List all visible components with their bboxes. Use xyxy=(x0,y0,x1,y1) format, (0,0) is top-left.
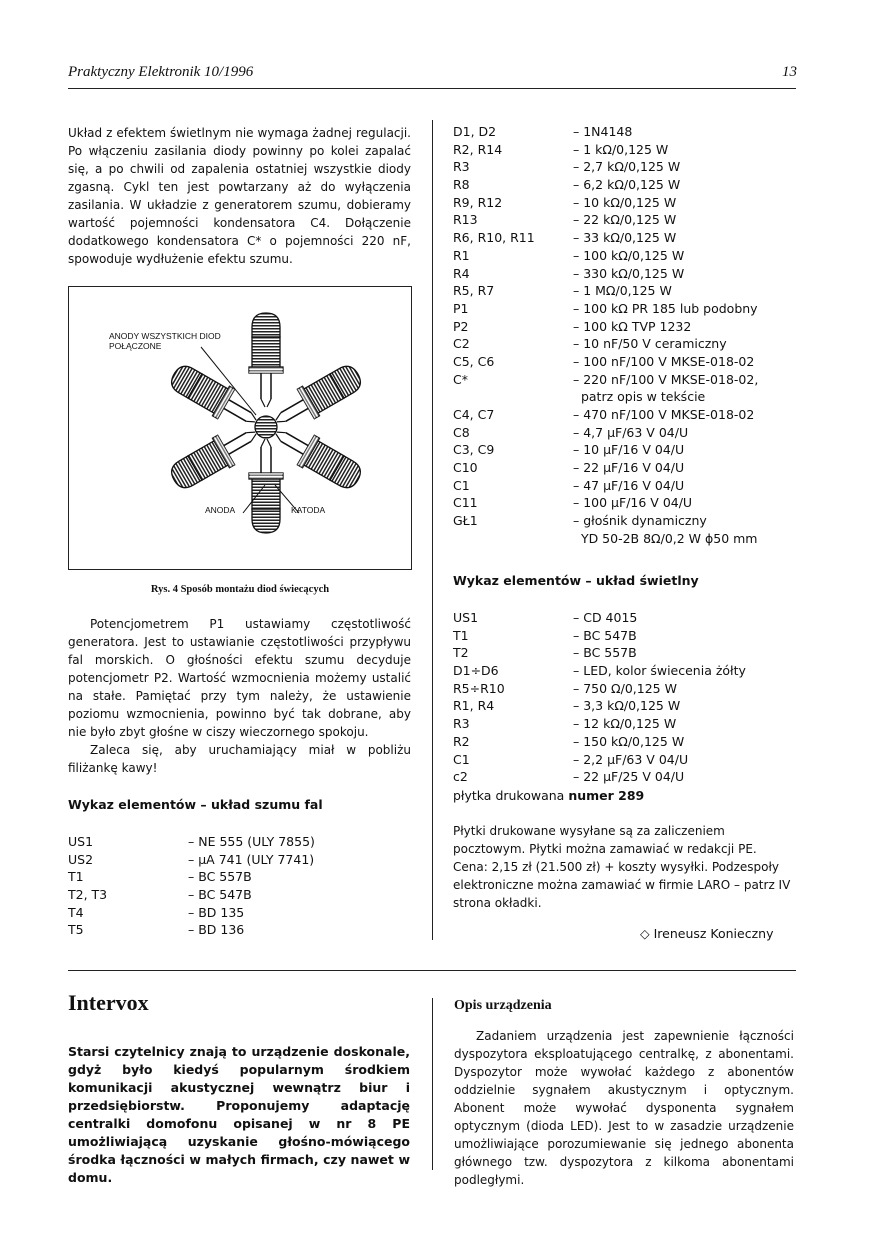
part-ref: R6, R10, R11 xyxy=(453,230,535,246)
part-value: – 22 µF/16 V 04/U xyxy=(573,460,685,476)
label-common-anodes: ANODY WSZYSTKICH DIOD POŁĄCZONE xyxy=(109,331,221,351)
part-ref: P1 xyxy=(453,300,469,316)
part-ref: R5÷R10 xyxy=(453,680,505,696)
intro-paragraph xyxy=(68,124,411,268)
part-ref: US1 xyxy=(453,610,479,625)
part-value: – 47 µF/16 V 04/U xyxy=(573,477,685,493)
body-paragraphs xyxy=(68,615,411,777)
journal-title: Praktyczny Elektronik 10/1996 xyxy=(68,64,254,80)
table-row xyxy=(453,495,758,513)
table-row xyxy=(453,389,758,407)
part-ref: C8 xyxy=(453,424,470,440)
parts-title-light: Wykaz elementów – układ świetlny xyxy=(453,573,699,588)
part-value: – 12 kΩ/0,125 W xyxy=(573,716,677,732)
part-ref: C1 xyxy=(453,477,470,493)
part-ref: R1 xyxy=(453,247,470,263)
table-row xyxy=(453,681,746,699)
bottom-column-divider xyxy=(432,998,433,1170)
paragraph-potentiometer: Potencjometrem P1 ustawiamy częstotliwość generatora. Jest to ustawianie częstotliwości przypływu fal morskich. O głośności efektu szumu decyduje potencjometr P2. Wartość wzmocnienia możemy ustalić na stałe. Pamiętać przy tym należy, że ustawienie poziomu wzmocnienia, powinno być tak dobrane, aby nie było zbyt głośne w ciszy wieczornego spokoju. xyxy=(68,617,411,739)
part-value: – BC 557B xyxy=(573,645,637,661)
part-ref: T2 xyxy=(453,645,469,661)
part-ref: C1 xyxy=(453,751,470,767)
table-row xyxy=(453,513,758,531)
part-ref: C* xyxy=(453,371,468,387)
part-value: patrz opis w tekście xyxy=(573,389,706,405)
parts-table-noise-resistors xyxy=(453,124,758,549)
pcb-line xyxy=(453,788,644,803)
table-row: T4 – BD 135 xyxy=(68,904,245,920)
table-row xyxy=(453,752,746,770)
table-row: US2 – µA 741 (ULY 7741) xyxy=(68,851,315,867)
header-rule xyxy=(68,88,796,89)
column-divider xyxy=(432,120,433,940)
table-row xyxy=(453,336,758,354)
part-value: – 100 µF/16 V 04/U xyxy=(573,495,693,511)
table-row xyxy=(453,266,758,284)
order-info xyxy=(453,822,793,912)
table-row xyxy=(453,407,758,425)
led-mounting-diagram xyxy=(69,287,410,568)
part-ref: R3 xyxy=(453,159,470,175)
part-ref: D1÷D6 xyxy=(453,663,499,679)
part-ref: C4, C7 xyxy=(453,407,495,422)
common-anode-node xyxy=(255,416,277,438)
part-value: – LED, kolor świecenia żółty xyxy=(573,663,746,679)
part-value: – 220 nF/100 V MKSE-018-02, xyxy=(573,371,759,387)
table-row xyxy=(453,478,758,496)
part-value: – 1 MΩ/0,125 W xyxy=(573,283,672,299)
section-rule xyxy=(68,970,796,971)
part-ref: T1 xyxy=(453,627,469,643)
table-row xyxy=(453,425,758,443)
table-row xyxy=(453,716,746,734)
part-ref: C11 xyxy=(453,495,478,511)
table-row xyxy=(453,372,758,390)
parts-title-noise: Wykaz elementów – układ szumu fal xyxy=(68,797,323,812)
section-heading-opis: Opis urządzenia xyxy=(454,998,552,1013)
pcb-prefix: płytka drukowana xyxy=(453,788,569,803)
part-value: – 2,7 kΩ/0,125 W xyxy=(573,159,681,175)
table-row xyxy=(453,460,758,478)
part-value: – CD 4015 xyxy=(573,610,638,625)
part-value: – 4,7 µF/63 V 04/U xyxy=(573,424,689,440)
table-row: T1 – BC 557B xyxy=(68,869,252,885)
part-ref: R13 xyxy=(453,212,478,228)
part-value: – głośnik dynamiczny xyxy=(573,513,707,529)
part-ref: C10 xyxy=(453,460,478,476)
part-ref: P2 xyxy=(453,318,469,334)
table-row xyxy=(453,283,758,301)
part-value: – 1 kΩ/0,125 W xyxy=(573,141,669,157)
part-value: – 750 Ω/0,125 W xyxy=(573,680,677,696)
part-ref: C3, C9 xyxy=(453,442,495,458)
label-anode: ANODA xyxy=(205,505,236,515)
part-value: – 100 kΩ PR 185 lub podobny xyxy=(573,300,758,316)
part-value: – 150 kΩ/0,125 W xyxy=(573,733,685,749)
part-ref: C2 xyxy=(453,336,470,352)
table-row xyxy=(453,645,746,663)
part-ref xyxy=(453,531,573,549)
led-lower-left xyxy=(166,418,264,494)
table-row xyxy=(453,610,746,628)
figure-caption: Rys. 4 Sposób montażu diod świecących xyxy=(150,584,330,595)
label-cathode: KATODA xyxy=(291,505,326,515)
led-bottom xyxy=(249,439,283,533)
table-row xyxy=(453,769,746,787)
pcb-number: numer 289 xyxy=(568,788,645,803)
part-value: – 3,3 kΩ/0,125 W xyxy=(573,698,681,714)
part-value: – 10 kΩ/0,125 W xyxy=(573,194,677,210)
table-row: T2, T3 – BC 547B xyxy=(68,887,252,903)
part-ref xyxy=(453,389,573,407)
table-row xyxy=(453,354,758,372)
table-row xyxy=(453,195,758,213)
table-row xyxy=(453,734,746,752)
part-ref: R2 xyxy=(453,733,470,749)
table-row xyxy=(453,531,758,549)
table-row xyxy=(453,698,746,716)
part-value: – 100 kΩ TVP 1232 xyxy=(573,318,692,334)
part-value: – 1N4148 xyxy=(573,124,633,139)
part-ref: c2 xyxy=(453,769,468,785)
table-row xyxy=(453,628,746,646)
author: ◇ Ireneusz Konieczny xyxy=(640,926,774,941)
part-value: – 100 kΩ/0,125 W xyxy=(573,247,685,263)
parts-table-light xyxy=(453,610,746,787)
part-value: – 6,2 kΩ/0,125 W xyxy=(573,177,681,193)
part-ref: GŁ1 xyxy=(453,513,478,529)
part-ref: R8 xyxy=(453,177,470,193)
article-lead: Starsi czytelnicy znają to urządzenie doskonale, gdyż było kiedyś popularnym środkiem komunikacji akustycznej wewnątrz biur i przedsiębiorstw. Proponujemy adaptację centralki domofonu opisanej w nr 8 PE umożliwiającą uzyskanie głośno-mówiącego środka łączności w małych firmach, czy nawet w domu. xyxy=(68,1044,410,1185)
table-row xyxy=(453,319,758,337)
paragraph-coffee: Zaleca się, aby uruchamiający miał w pobliżu filiżankę kawy! xyxy=(68,743,411,775)
part-value: – 10 µF/16 V 04/U xyxy=(573,442,685,458)
table-row xyxy=(453,301,758,319)
part-ref: R1, R4 xyxy=(453,698,495,714)
part-ref: R4 xyxy=(453,265,470,281)
part-ref: D1, D2 xyxy=(453,124,497,139)
table-row xyxy=(453,142,758,160)
figure-box xyxy=(68,286,412,570)
part-value: – 22 kΩ/0,125 W xyxy=(573,212,677,228)
part-value: – 2,2 µF/63 V 04/U xyxy=(573,751,689,767)
article-title: Intervox xyxy=(68,990,149,1015)
opis-paragraph xyxy=(454,1027,794,1189)
table-row xyxy=(453,212,758,230)
part-ref: R5, R7 xyxy=(453,283,495,299)
part-value: – 33 kΩ/0,125 W xyxy=(573,230,677,246)
table-row: US1 – NE 555 (ULY 7855) xyxy=(68,834,315,849)
part-ref: C5, C6 xyxy=(453,353,495,369)
table-row xyxy=(453,248,758,266)
part-value: YD 50-2B 8Ω/0,2 W ϕ50 mm xyxy=(573,530,758,546)
part-value: – BC 547B xyxy=(573,627,637,643)
table-row xyxy=(453,663,746,681)
table-row xyxy=(453,159,758,177)
table-row xyxy=(453,177,758,195)
part-value: – 330 kΩ/0,125 W xyxy=(573,265,685,281)
opis-text: Zadaniem urządzenia jest zapewnienie łączności dyspozytora eksploatującego centralkę, z abonentami. Dyspozytor może wywołać każdego z abonentów oddzielnie sygnałem akustycznym i optycznym. Abonent może wywołać dysponenta sygnałem optycznym (dioda LED). Jest to w zasadzie urządzenie umożliwiające porozumiewanie się jednego abonenta głównego tzw. dyspozytora z kilkoma abonentami podległymi. xyxy=(454,1029,794,1187)
table-row xyxy=(453,442,758,460)
parts-table-noise xyxy=(68,834,315,940)
part-ref: R3 xyxy=(453,716,470,732)
intro-text: Układ z efektem świetlnym nie wymaga żadnej regulacji. Po włączeniu zasilania diody powinny po kolei zapalać się, a po chwili od zapalenia ostatniej wszystkie diody zgasną. Cykl ten jest powtarzany aż do wyłączenia zasilania. W układzie z generatorem szumu, dobieramy wartość pojemności kondensatora C4. Dołączenie dodatkowego kondensatora C* o pojemności 220 nF, spowoduje wydłużenie efektu szumu. xyxy=(68,126,411,266)
table-row: T5 – BD 136 xyxy=(68,922,245,938)
part-value: – 22 µF/25 V 04/U xyxy=(573,769,685,785)
table-row xyxy=(453,230,758,248)
part-value: – 470 nF/100 V MKSE-018-02 xyxy=(573,407,755,422)
led-lower-right xyxy=(268,418,366,494)
part-ref: R2, R14 xyxy=(453,141,503,157)
page-number: 13 xyxy=(782,64,797,80)
part-value: – 100 nF/100 V MKSE-018-02 xyxy=(573,353,755,369)
part-ref: R9, R12 xyxy=(453,194,503,210)
led-top xyxy=(249,313,283,407)
order-info-text: Płytki drukowane wysyłane są za zaliczeniem pocztowym. Płytki można zamawiać w redakcji PE. Cena: 2,15 zł (21.500 zł) + koszty wysyłki. Podzespoły elektroniczne można zamawiać w firmie LARO – patrz IV strona okładki. xyxy=(453,824,791,910)
part-value: – 10 nF/50 V ceramiczny xyxy=(573,336,727,352)
table-row xyxy=(453,124,758,142)
